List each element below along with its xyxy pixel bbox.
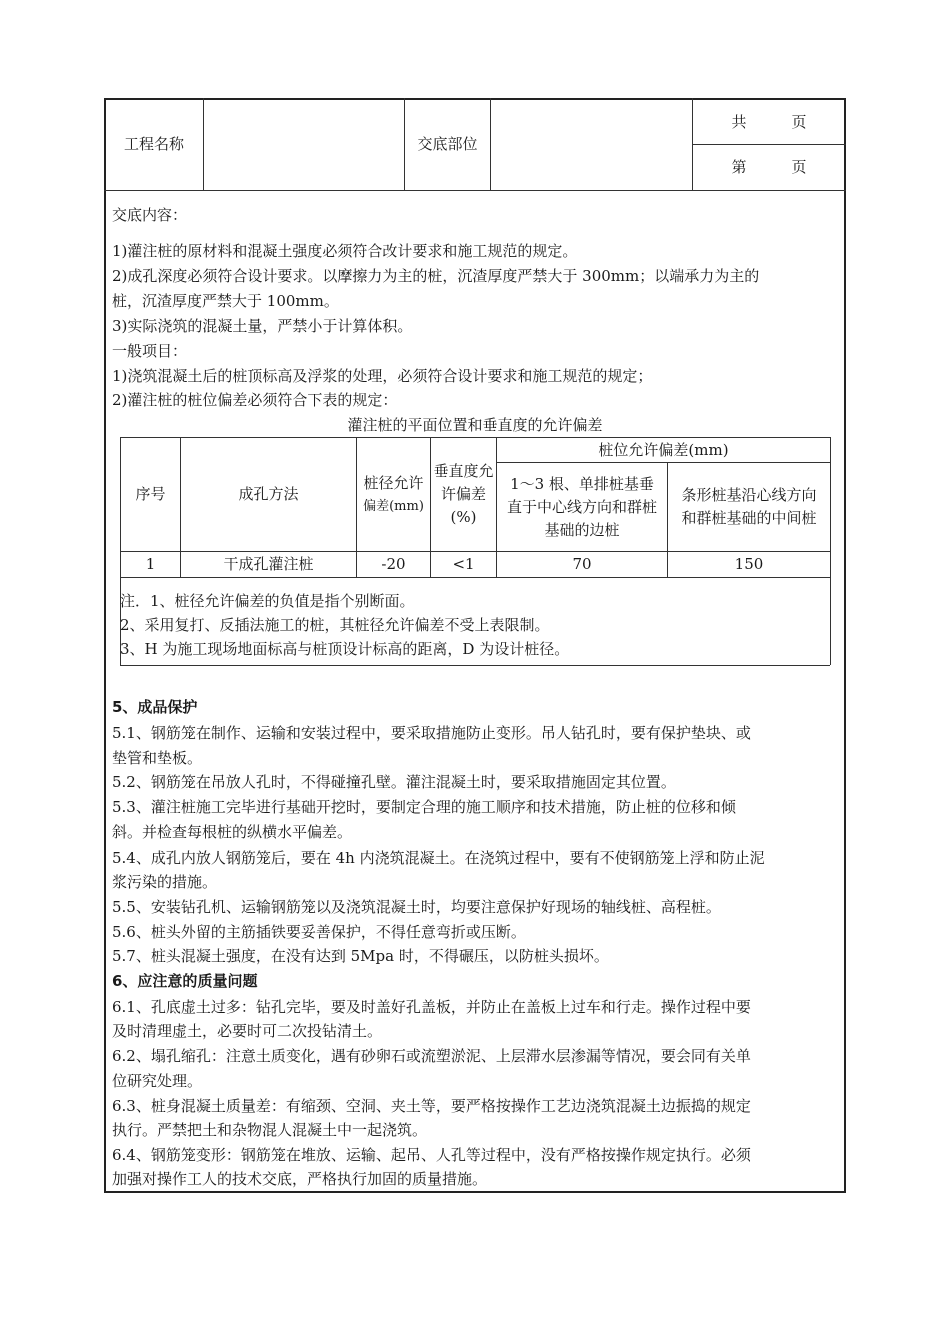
section5-line: 5.7、桩头混凝土强度，在没有达到 5Mpa 时，不得碾压，以防桩头损坏。 xyxy=(112,947,609,965)
general-heading: 一般项目： xyxy=(112,342,188,360)
project-name-value xyxy=(204,98,404,190)
table-note: 2、采用复打、反插法施工的桩，其桩径允许偏差不受上表限制。 xyxy=(120,616,550,634)
total-pages: 共 页 xyxy=(731,112,807,131)
col-header-position-edge-line: 1～3 根、单排桩基垂 xyxy=(510,474,654,493)
section5-line: 5.5、安装钻孔机、运输钢筋笼以及浇筑混凝土时，均要注意保护好现场的轴线桩、高程桩。 xyxy=(112,898,721,916)
general-item: 2)灌注桩的桩位偏差必须符合下表的规定： xyxy=(112,391,398,409)
section6-line: 加强对操作工人的技术交底，严格执行加固的质量措施。 xyxy=(112,1170,488,1188)
section6-line: 及时清理虚土，必要时可二次投钻清土。 xyxy=(112,1022,383,1040)
col-header-verticality xyxy=(431,438,496,551)
header-divider xyxy=(104,190,846,191)
section5-line: 5.6、桩头外留的主筋插铁要妥善保护，不得任意弯折或压断。 xyxy=(112,923,526,941)
cell-seq: 1 xyxy=(145,555,156,573)
cell-position-edge: 70 xyxy=(572,555,592,573)
section6-line: 位研究处理。 xyxy=(112,1072,203,1090)
table-title: 灌注桩的平面位置和垂直度的允许偏差 xyxy=(347,415,603,434)
section6-line: 6.3、桩身混凝土质量差：有缩颈、空洞、夹土等，要严格按操作工艺边浇筑混凝土边振捣的规定 xyxy=(112,1097,751,1115)
main-item: 2)成孔深度必须符合设计要求。以摩擦力为主的桩，沉渣厚度严禁大于 300mm；以端承力为主的 xyxy=(112,267,760,285)
page-number: 第 页 xyxy=(731,158,807,176)
section5-line: 5.3、灌注桩施工完毕进行基础开挖时，要制定合理的施工顺序和技术措施，防止桩的位移和倾 xyxy=(112,798,736,816)
col-header-position-group: 桩位允许偏差(mm) xyxy=(598,440,729,459)
section5-line: 斜。并检查每根桩的纵横水平偏差。 xyxy=(112,823,353,841)
main-item: 3)实际浇筑的混凝土量，严禁小于计算体积。 xyxy=(112,317,413,335)
section6-line: 6.2、塌孔缩孔：注意土质变化，遇有砂卵石或流塑淤泥、上层滞水层渗漏等情况，要会同有关单 xyxy=(112,1047,751,1065)
col-header-position-middle-line: 和群桩基础的中间桩 xyxy=(681,509,817,527)
cell-diameter: -20 xyxy=(381,555,406,573)
location-label: 交底部位 xyxy=(417,134,478,153)
section6-heading: 6、应注意的质量问题 xyxy=(112,972,258,990)
general-item: 1)浇筑混凝土后的桩顶标高及浮浆的处理，必须符合设计要求和施工规范的规定； xyxy=(112,367,653,385)
location-value xyxy=(491,98,692,190)
section5-line: 浆污染的措施。 xyxy=(112,873,218,891)
section6-line: 6.1、孔底虚土过多：钻孔完毕，要及时盖好孔盖板，并防止在盖板上过车和行走。操作过程中要 xyxy=(112,998,751,1016)
col-header-position-edge-line: 基础的边桩 xyxy=(544,520,620,539)
table-note: 3、H 为施工现场地面标高与桩顶设计标高的距离，D 为设计桩径。 xyxy=(120,640,570,658)
col-header-position-middle xyxy=(668,463,830,551)
col-header-position-edge xyxy=(497,463,667,551)
project-name-label: 工程名称 xyxy=(123,134,184,153)
col-header-verticality-line: (%) xyxy=(450,508,477,526)
table-note: 注．1、桩径允许偏差的负值是指个别断面。 xyxy=(120,592,415,610)
col-header-position-edge-line: 直于中心线方向和群桩 xyxy=(506,497,657,516)
section5-line: 5.1、钢筋笼在制作、运输和安装过程中，要采取措施防止变形。吊人钻孔时，要有保护垫块、或 xyxy=(112,724,751,742)
col-header-diameter-line: 偏差(mm) xyxy=(363,498,424,514)
col-header-position-middle-line: 条形桩基沿心线方向 xyxy=(681,486,817,504)
col-header-verticality-line: 垂直度允 xyxy=(433,462,494,480)
cell-method: 干成孔灌注桩 xyxy=(223,555,314,573)
intro-label: 交底内容： xyxy=(112,206,188,224)
col-header-method: 成孔方法 xyxy=(238,485,299,503)
section6-line: 6.4、钢筋笼变形：钢筋笼在堆放、运输、起吊、人孔等过程中，没有严格按操作规定执行。必须 xyxy=(112,1146,751,1164)
cell-verticality: <1 xyxy=(452,555,475,573)
section6-line: 执行。严禁把土和杂物混人混凝土中一起浇筑。 xyxy=(112,1121,428,1139)
section5-line: 垫管和垫板。 xyxy=(112,749,203,767)
col-header-diameter-line: 桩径允许 xyxy=(363,473,424,492)
main-item: 桩，沉渣厚度严禁大于 100mm。 xyxy=(112,292,339,310)
section5-heading: 5、成品保护 xyxy=(112,698,198,716)
section5-line: 5.2、钢筋笼在吊放人孔时，不得碰撞孔壁。灌注混凝土时，要采取措施固定其位置。 xyxy=(112,773,676,791)
section5-line: 5.4、成孔内放人钢筋笼后，要在 4h 内浇筑混凝土。在浇筑过程中，要有不使钢筋笼上浮和防止泥 xyxy=(112,849,765,867)
col-header-verticality-line: 许偏差 xyxy=(440,485,486,503)
col-header-seq: 序号 xyxy=(135,485,166,503)
cell-position-middle: 150 xyxy=(734,555,764,573)
col-header-diameter xyxy=(357,438,430,551)
main-item: 1)灌注桩的原材料和混凝土强度必须符合改计要求和施工规范的规定。 xyxy=(112,242,578,260)
